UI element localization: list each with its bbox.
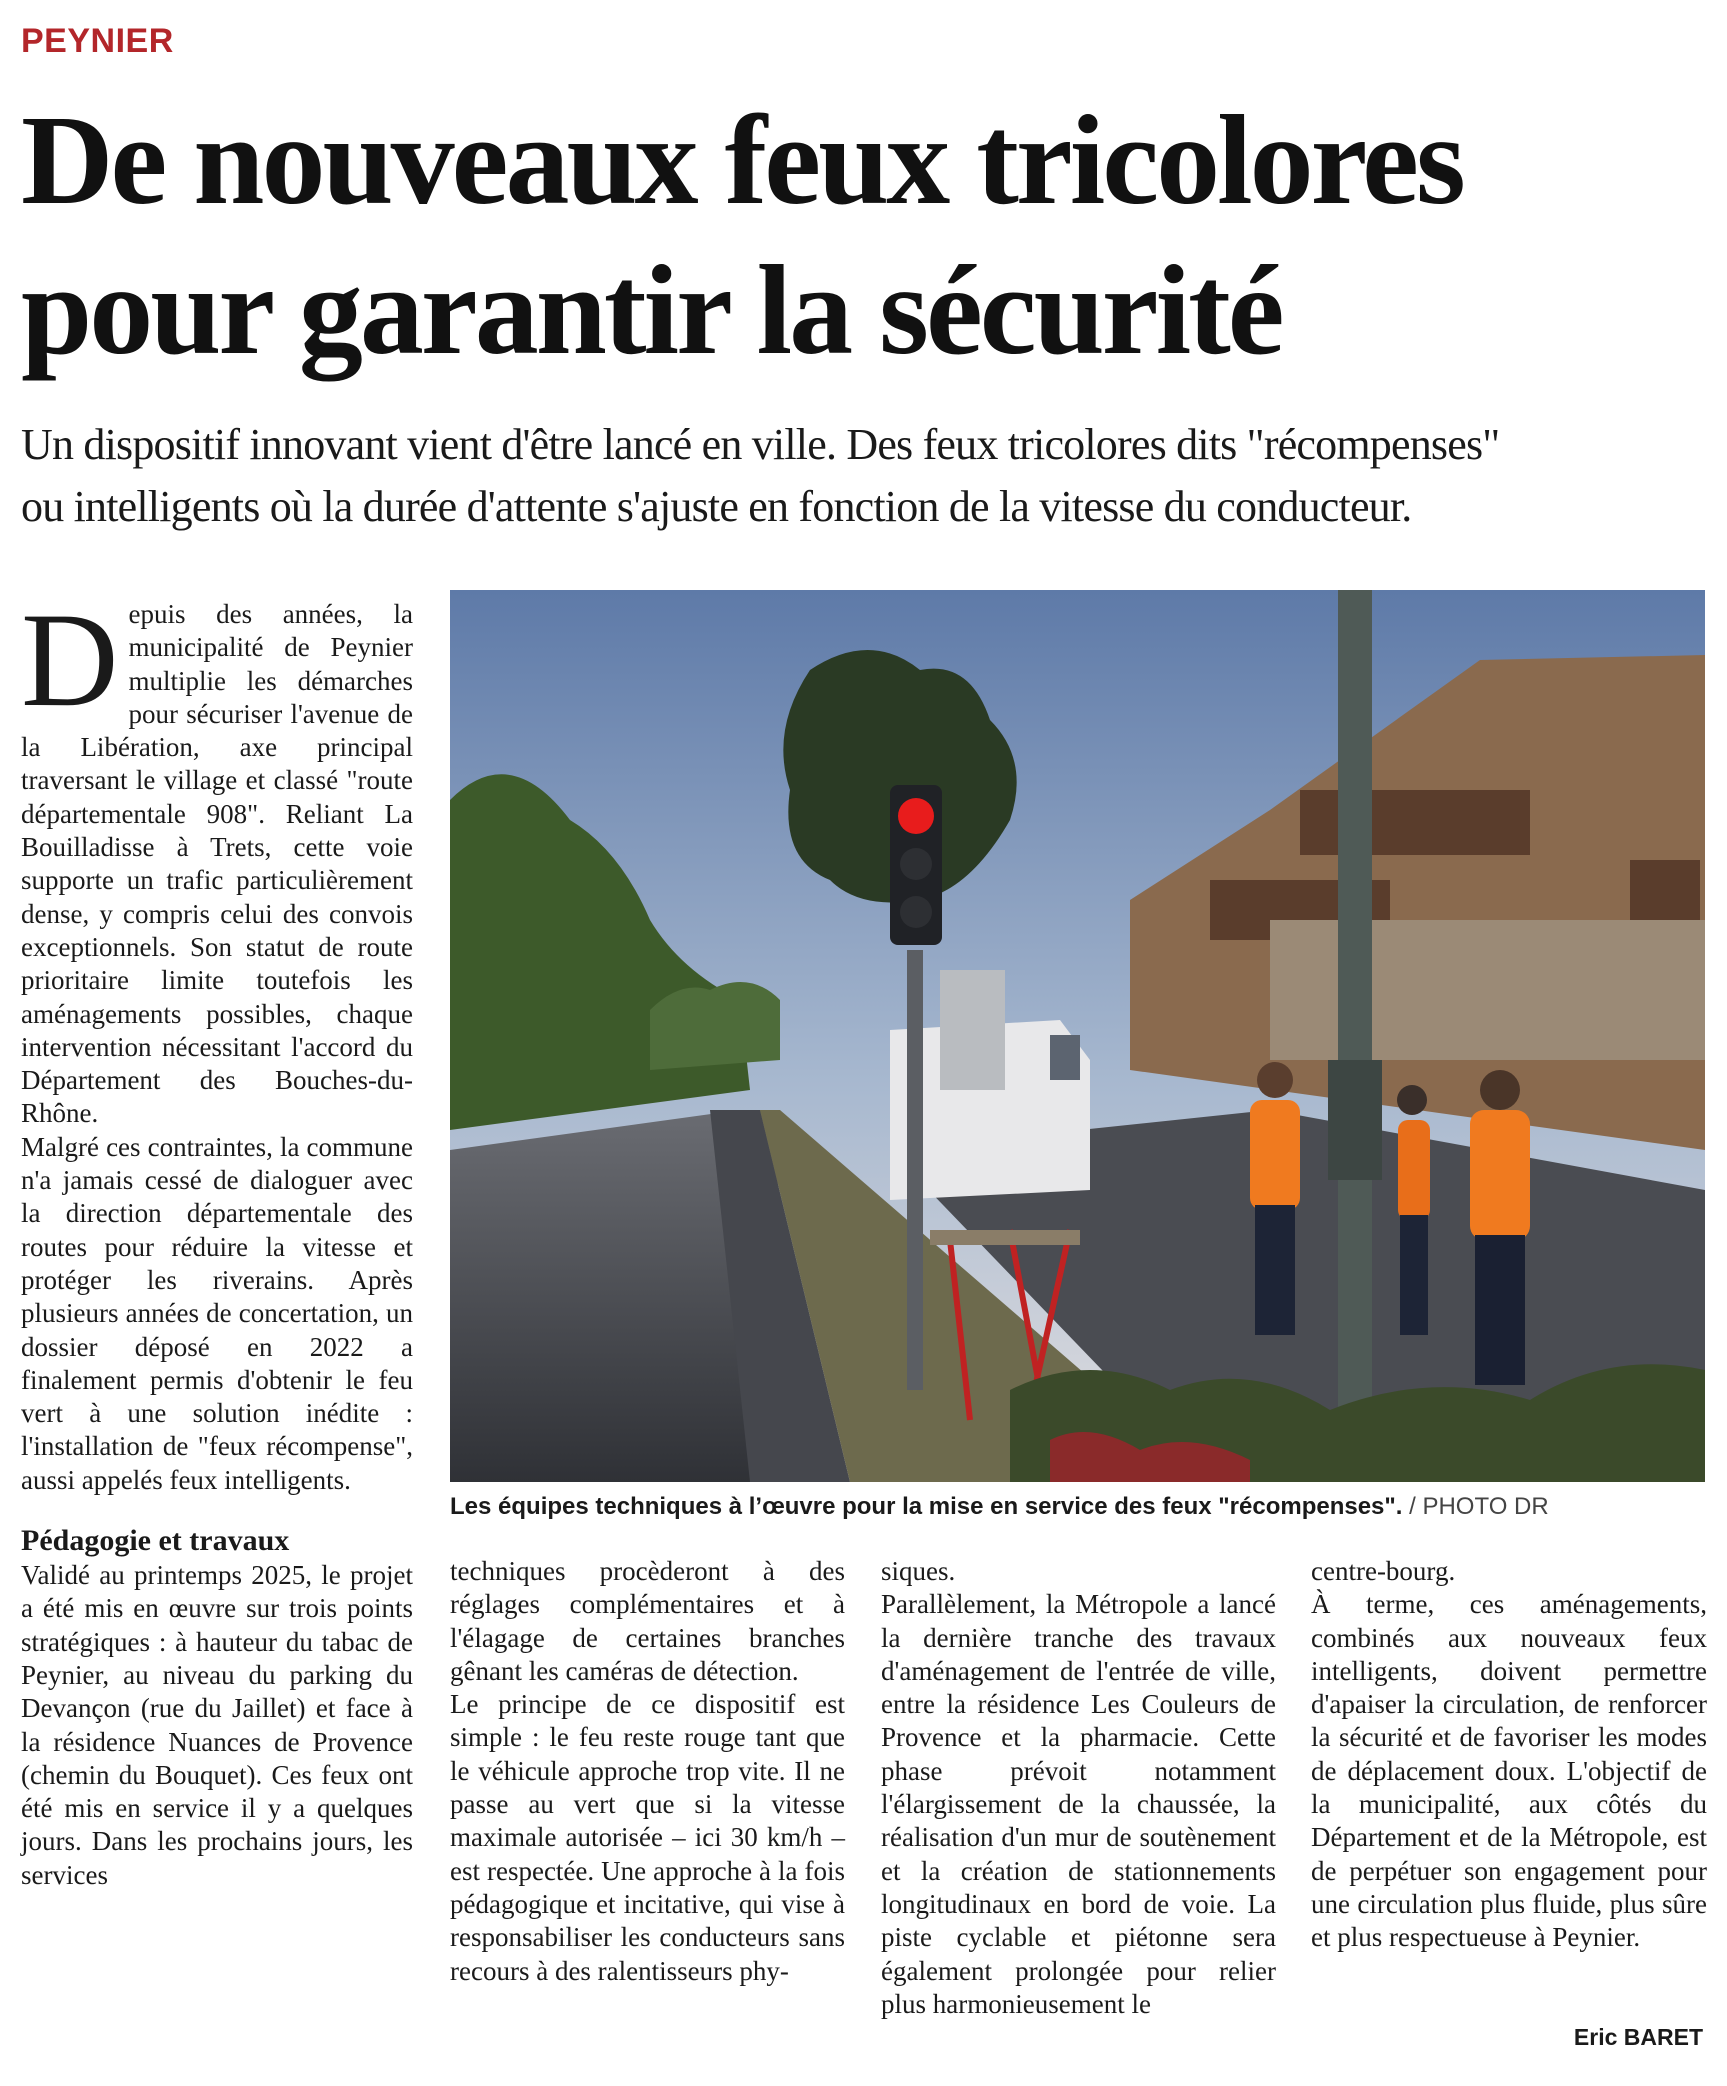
paragraph-7: Parallèlement, la Métropole a lancé la dernière tranche des travaux d'aménagement de l'entrée de ville, entre la résidence Les Couleurs de Provence et la pharmacie. Cette phase prévoit notamment l'élargissement de la chaussée, la réalisation d'un mur de soutènement et la création de stationnements longitudinaux en bord de voie. La piste cyclable et piétonne sera également prolongée pour relier plus harmonieusement le: [881, 1589, 1276, 2019]
worker-1: [1250, 1062, 1300, 1335]
photo-credit: / PHOTO DR: [1402, 1493, 1549, 1520]
paragraph-5: Le principe de ce dispositif est simple : le feu reste rouge tant que le véhicule approche trop vite. Il ne passe au vert que si la vitesse maximale autorisée – ici 30 km/h – est respectée. Une approche à la fois pédagogique et incitative, qui vise à responsabiliser les conducteurs sans recours à des ralentisseurs phy-: [450, 1689, 845, 1986]
author-signature: Eric BARET: [1573, 2024, 1703, 2050]
section-kicker: PEYNIER: [21, 22, 174, 60]
amber-light: [900, 848, 932, 880]
drop-cap: D: [21, 586, 119, 735]
headline: [21, 85, 1711, 385]
green-light: [900, 896, 932, 928]
balcony-2: [1300, 790, 1530, 855]
van-window: [1050, 1035, 1080, 1080]
worker-3: [1470, 1070, 1530, 1385]
paragraph-9: À terme, ces aménagements, combinés aux nouveaux feux intelligents, doivent permettre d'apaiser la circulation, de renforcer la sécurité et de favoriser les modes de déplacement doux. L'objectif de la municipalité, aux côtés du Département et de la Métropole, est de perpétuer son engagement pour une circulation plus fluide, plus sûre et plus respectueuse à Peynier.: [1311, 1589, 1707, 1953]
article-column-2: [450, 1555, 845, 1988]
paragraph-4: techniques procèderont à des réglages complémentaires et à l'élagage de certaines branches gênant les caméras de détection.: [450, 1556, 845, 1686]
paragraph-intro: [21, 586, 413, 1131]
photo-caption: [450, 1493, 1710, 1521]
worker-2: [1397, 1085, 1430, 1335]
lamp-pole-base: [1328, 1060, 1382, 1180]
standfirst-line-2: ou intelligents où la durée d'attente s'ajuste en fonction de la vitesse du conducteur.: [21, 482, 1412, 531]
standfirst: [21, 414, 1711, 538]
article-column-4: [1311, 1555, 1707, 1955]
paragraph-8: centre-bourg.: [1311, 1556, 1456, 1586]
headline-line-1: De nouveaux feux tricolores: [21, 89, 1463, 231]
caption-text: Les équipes techniques à l’œuvre pour la mise en service des feux "récompenses".: [450, 1493, 1403, 1520]
paragraph-2: Malgré ces contraintes, la commune n'a jamais cessé de dialoguer avec la direction départementale des routes pour réduire la vitesse et protéger les riverains. Après plusieurs années de concertation, un dossier déposé en 2022 a finalement permis d'obtenir le feu vert à une solution inédite : l'installation de "feux récompense", aussi appelés feux intelligents.: [21, 1131, 413, 1495]
red-light: [898, 798, 934, 834]
tripod-table: [930, 1230, 1080, 1245]
control-box: [940, 970, 1005, 1090]
paragraph-3: Validé au printemps 2025, le projet a été mis en œuvre sur trois points stratégiques : à hauteur du tabac de Peynier, au niveau du parking du Devançon (rue du Jaillet) et face à la résidence Nuances de Provence (chemin du Bouquet). Ces feux ont été mis en service il y a quelques jours. Dans les prochains jours, les services: [21, 1560, 413, 1890]
article-column-3: [881, 1555, 1276, 2021]
paragraph-intro-text: epuis des années, la municipalité de Peynier multiplie les démarches pour sécuriser l'avenue de la Libération, axe principal traversant le village et classé "route départementale 908". Reliant La Bouilladisse à Trets, cette voie supporte un trafic particulièrement dense, y compris celui des convois exceptionnels. Son statut de route prioritaire limite toutefois les aménagements possibles, chaque intervention nécessitant l'accord du Département des Bouches-du-Rhône.: [21, 599, 413, 1129]
paragraph-6: siques.: [881, 1556, 956, 1586]
standfirst-line-1: Un dispositif innovant vient d'être lancé en ville. Des feux tricolores dits "récompenses": [21, 420, 1500, 469]
stone-wall: [1270, 920, 1705, 1060]
article-photo: [450, 590, 1705, 1482]
headline-line-2: pour garantir la sécurité: [21, 239, 1282, 381]
photo-traffic-light-scene: [450, 590, 1705, 1482]
traffic-light-pole: [907, 950, 923, 1390]
distant-trees: [650, 982, 780, 1070]
subheading: Pédagogie et travaux: [21, 1524, 290, 1558]
street-lamp-pole: [1338, 590, 1372, 1482]
article-column-1: [21, 586, 413, 1892]
